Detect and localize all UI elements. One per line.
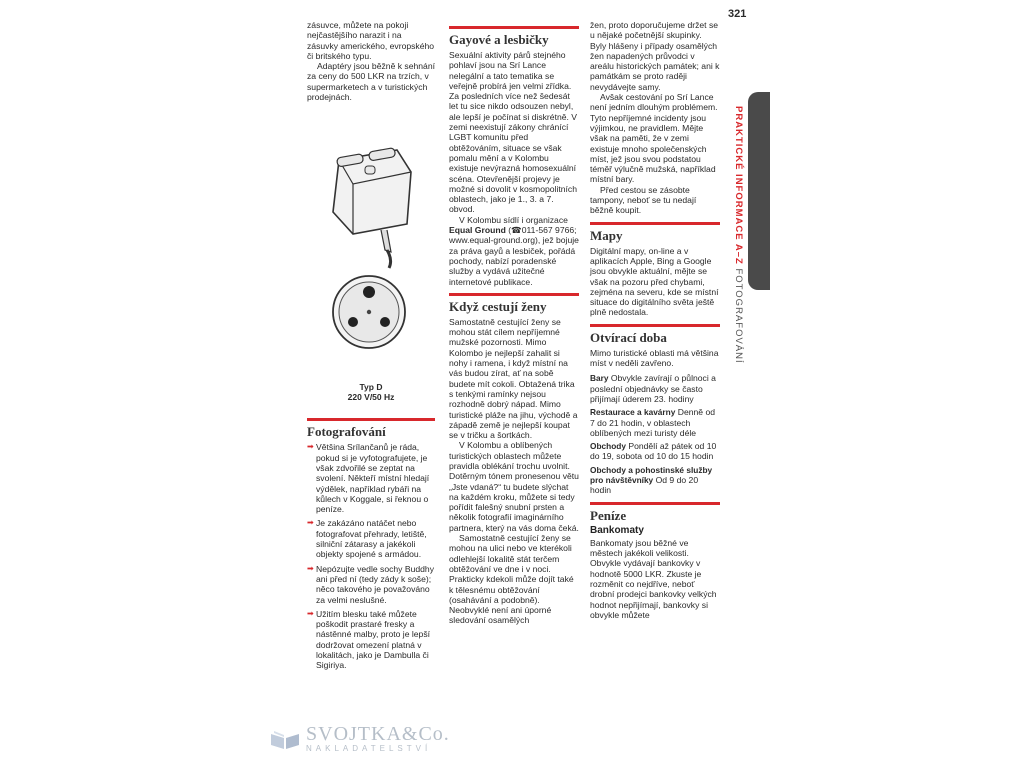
org-name: Equal Ground	[449, 225, 506, 236]
hours-label: Restaurace a kavárny	[590, 407, 676, 418]
paragraph: zásuvce, můžete na pokoji nejčastějšího narazit i na zásuvky amerického, evropského či britského typu.	[307, 20, 435, 61]
paragraph: Samostatně cestující ženy se mohou stát cílem nepříjemné mužské pozornosti. Mimo Kolombo je nejlepší zahalit si nohy i ramena, i když místní na vás budou zírat, ať na sobě budete mít cokoli. Obtažená trika s tenkými ramínky nejsou rozhodně dobrý nápad. Mimo turistické pláže na jihu, východě a západě země je nejlepší koupat se v tričku a šortkách.	[449, 316, 578, 441]
hours-list	[590, 373, 720, 495]
topic-label: FOTOGRAFOVÁNÍ	[733, 268, 744, 364]
plug-spec-label: 220 V/50 Hz	[347, 392, 395, 403]
hours-label: Obchody	[590, 441, 626, 452]
hours-item	[590, 441, 720, 462]
hours-item	[590, 407, 720, 438]
book-icon	[270, 728, 300, 750]
plug-caption	[307, 382, 435, 402]
logo-name: SVOJTKA&Co.	[306, 723, 450, 745]
section-heading-maps: Mapy	[590, 227, 623, 243]
section-divider	[590, 502, 720, 505]
paragraph: Digitální mapy, on-line a v aplikacích Apple, Bing a Google jsou obvykle aktuální, mějte se však na pozoru před chybami, zejména na severu, kde se místní situace do digitálního světa ještě plně nedostala.	[590, 245, 719, 318]
paragraph	[449, 215, 579, 287]
arrow-icon: ➡	[307, 442, 314, 452]
paragraph: žen, proto doporučujeme držet se u nějaké početnější skupinky. Byly hlášeny i případy osamělých žen napadených průvodci v areálu historických památek; ani k památkám se proto raději nevydávejte samy.	[590, 20, 720, 92]
list-item-text: Nepózujte vedle sochy Buddhy ani před ní (tedy zády k soše); něco takového je považováno za velmi neslušné.	[316, 563, 435, 605]
plug-type-label: Typ D	[359, 382, 383, 393]
list-item	[307, 609, 435, 671]
column-middle	[449, 20, 579, 626]
section-divider	[307, 418, 435, 421]
section-divider	[449, 293, 579, 296]
section-heading-money: Peníze	[590, 507, 627, 523]
list-item-text: Je zakázáno natáčet nebo fotografovat přehrady, letiště, silniční zátarasy a jakékoli objekty spojené s armádou.	[316, 518, 427, 560]
running-header	[733, 106, 744, 364]
column-left	[307, 20, 435, 675]
hours-label: Bary	[590, 373, 609, 384]
paragraph: Bankomaty jsou běžné ve městech jakékoli velikosti. Obvykle vydávají bankovky v hodnotě 5000 LKR. Zkuste je rozměnit co nejdříve, neboť drobní prodejci bankovky velkých hodnot nepřijímají, bankovky si obvykle můžete	[590, 537, 717, 620]
paragraph: Adaptéry jsou běžně k sehnání za ceny do 500 LKR na trzích, v supermarketech a v turistických prodejnách.	[307, 61, 436, 103]
paragraph: Samostatně cestující ženy se mohou na ulici nebo ve kterékoli odlehlejší lokalitě stát terčem obtěžování ve dne i v noci. Prakticky kdekoli může dojít také k tělesnému obtěžování (osahávání a podobně). Neobvyklé není ani úporné sledování osamělých	[449, 533, 574, 626]
arrow-icon: ➡	[307, 608, 314, 618]
hours-text: Denně od 7 do 21 hodin, v oblastech oblíbených mezi turisty déle	[590, 407, 716, 438]
hours-item	[590, 465, 720, 496]
chapter-tab	[748, 92, 770, 290]
arrow-icon: ➡	[307, 563, 314, 573]
section-divider	[590, 324, 720, 327]
section-heading-women: Když cestují ženy	[449, 298, 547, 314]
section-divider	[590, 222, 720, 225]
publisher-logo	[270, 724, 450, 753]
hours-text: Obvykle zavírají o půlnoci a poslední objednávky se často přijímají úderem 23. hodiny	[590, 373, 716, 404]
hours-item	[590, 373, 720, 404]
subheading-atm: Bankomaty	[590, 524, 644, 536]
list-item	[307, 564, 435, 605]
list-item	[307, 518, 435, 559]
paragraph: Před cestou se zásobte tampony, neboť se tu nedají běžně koupit.	[590, 184, 697, 216]
column-right	[590, 20, 720, 620]
plug-illustration	[319, 132, 419, 380]
section-heading-photography: Fotografování	[307, 424, 386, 440]
hours-text: Pondělí až pátek od 10 do 19, sobota od 10 do 15 hodin	[590, 441, 717, 462]
section-divider	[449, 26, 579, 29]
paragraph: Avšak cestování po Srí Lance není jedním dlouhým problémem. Tyto nepříjemné incidenty jsou výjimkou, ne pravidlem. Mějte však na paměti, že v zemi existuje mnoho společenských míst, jež jsou svou podstatou téměř výlučně mužská, například místní bary.	[590, 92, 718, 185]
text-run: (☎011-567 9766; www.equal-ground.org), jež bojuje za práva gayů a lesbiček, pořádá pochody, nabízí poradenské služby a vydává užitečné internetové publikace.	[449, 225, 579, 287]
hours-label: Obchody a pohostinské služby pro návštěvníky	[590, 464, 713, 485]
paragraph: Sexuální aktivity párů stejného pohlaví jsou na Srí Lance nelegální a tato tematika se veřejně probírá jen velmi zřídka. Za posledních více než šedesát let tu sice nikdo odsouzen nebyl, ale lepší je počínat si diskrétně. V zemi neexistují zákony chránící LGBT komunitu před obtěžováním, situace se však pomalu mění a v Kolombu existuje nevýrazná homosexuální scéna. Otevřenější projevy je možné si dovolit v kosmopolitních oblastech, jako je 1., 3. a 7. obvod.	[449, 50, 578, 215]
section-heading-hours: Otvírací doba	[590, 329, 667, 345]
list-item	[307, 442, 435, 514]
list-item-text: Většina Srílančanů je ráda, pokud si je vyfotografujete, je však zdvořilé se zeptat na svolení. Někteří místní hledají výdělek, například rybáři na kůlech v Koggale, si řeknou o peníze.	[316, 442, 430, 515]
logo-subtitle: NAKLADATELSTVÍ	[306, 744, 432, 753]
text-run: V Kolombu sídlí i organizace	[459, 214, 568, 225]
paragraph: Mimo turistické oblasti má většina míst v neděli zavřeno.	[590, 347, 719, 369]
paragraph: V Kolombu a oblíbených turistických oblastech můžete pravidla oblékání trochu uvolnit. Dotěrným tónem pronesenou větu „Jste vdaná?“ tu budete slýchat na každém kroku, můžete si tedy pořídit falešný snubní prsten a několik fotografií imaginárního partnera, který na vás doma čeká.	[449, 440, 579, 533]
arrow-icon: ➡	[307, 518, 314, 528]
section-heading-gay: Gayové a lesbičky	[449, 32, 549, 47]
section-label: PRAKTICKÉ INFORMACE A–Z	[733, 106, 744, 265]
page-number: 321	[728, 8, 747, 20]
list-item-text: Užitím blesku také můžete poškodit prastaré fresky a nástěnné malby, proto je lepší dodržovat omezení platná v lokalitách, jako je Dambulla či Sigiriya.	[316, 608, 431, 671]
hours-text: Od 9 do 20 hodin	[590, 474, 699, 496]
